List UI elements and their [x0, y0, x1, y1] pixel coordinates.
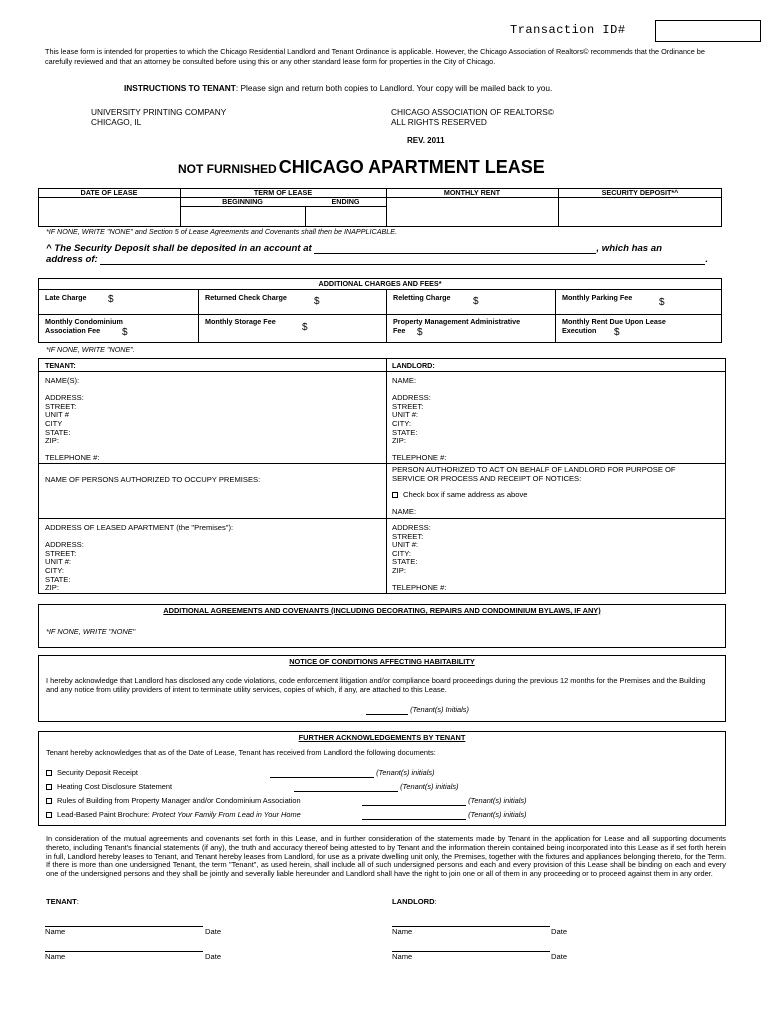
landlord2-date-label: Date: [551, 952, 568, 961]
tenant1-date-label: Date: [205, 927, 222, 936]
authorized-occupy-field[interactable]: [45, 486, 380, 514]
date-of-lease-field[interactable]: [40, 199, 178, 226]
page-title: [178, 157, 545, 178]
condo-fee-label: [45, 318, 123, 335]
ack-initials: [362, 797, 527, 806]
charges-header: ADDITIONAL CHARGES AND FEES*: [318, 279, 442, 288]
consideration-text: In consideration of the mutual agreements and covenants set forth in this Lease, and in further consideration of the statements made by Tenant in the application for Lease and all supporting documents thereto, including Tenant's financial statements (if any), the truth and accuracy thereof being attested to by Tenant and the information therein contained being incorporated into this Lease as if set forth herein in full, Landlord hereby leases to Tenant, and Tenant hereby leases from Landlord, for use as a private dwelling unit only, the Premises, together with the fixtures and appliances belonging thereto, for the Term. If there is more than one undersigned Tenant, the term "Tenant", as used herein, shall include all of such undersigned persons and each and every provision of this Lease shall be binding on each and every one of the undersigned persons and they shall be jointly and severally liable hereunder and Landlord shall have the right to join one or all of them in any proceeding or to proceed against them in any order.: [46, 834, 726, 879]
monthly-parking-field[interactable]: [669, 292, 720, 312]
same-address-checkbox[interactable]: [392, 492, 398, 498]
term-of-lease-header: TERM OF LEASE: [253, 188, 313, 197]
intro-text: This lease form is intended for properties to which the Chicago Residential Landlord and Tenant Ordinance is applicable. However, the Chicago Association of Realtors© recommends that the Ordinance be carefully reviewed and that an attorney be consulted before using this or any other standard lease form for properties in the City of Chicago.: [45, 47, 705, 66]
charges-note: *IF NONE, WRITE "NONE".: [46, 345, 135, 354]
ack-initials: [362, 811, 527, 820]
premises-street-label: STREET:: [45, 548, 77, 558]
printer-line2: CHICAGO, IL: [91, 117, 142, 127]
pm-fee-line1: Property Management Administrative: [393, 317, 521, 326]
tenant2-name-label: Name: [45, 952, 66, 961]
ack-initials-label: (Tenant(s) initials): [376, 768, 435, 777]
condo-fee-field[interactable]: [132, 317, 196, 341]
tenant-names-label: NAME(S):: [45, 376, 80, 385]
agent-address-label: ADDRESS:: [392, 523, 431, 532]
security-deposit-header: SECURITY DEPOSIT*^: [601, 188, 679, 197]
rent-due-dollar: $: [614, 327, 620, 338]
instructions-text: : Please sign and return both copies to Landlord. Your copy will be mailed back to you.: [235, 83, 553, 93]
ending-header: ENDING: [331, 197, 360, 206]
tenant-info: [45, 377, 99, 463]
agent-street-label: STREET:: [392, 531, 424, 541]
landlord-unit-label: UNIT #:: [392, 410, 419, 420]
title-main: CHICAGO APARTMENT LEASE: [278, 157, 545, 177]
landlord-signature-heading: [392, 898, 437, 907]
agreements-field[interactable]: [130, 618, 720, 645]
landlord-agent-line2: SERVICE OR PROCESS AND RECEIPT OF NOTICES:: [392, 473, 582, 483]
landlord-signature-label: LANDLORD: [392, 897, 435, 906]
late-charge-label: Late Charge: [45, 293, 87, 302]
reletting-field[interactable]: [483, 292, 553, 312]
tenant-address-label: ADDRESS:: [45, 393, 84, 403]
pm-fee-line2: Fee: [393, 325, 406, 335]
tenant1-signature-line[interactable]: [45, 926, 203, 927]
date-of-lease-header: DATE OF LEASE: [80, 188, 138, 197]
if-none-note: *IF NONE, WRITE "NONE" and Section 5 of Lease Agreements and Covenants shall then be INAPPLICABLE.: [46, 227, 398, 236]
reletting-label: Reletting Charge: [393, 293, 451, 302]
deposit-line-2: [46, 254, 708, 265]
ack-initials-field[interactable]: [362, 819, 466, 820]
tenant2-signature-line[interactable]: [45, 951, 203, 952]
agent-state-label: STATE:: [392, 557, 418, 567]
landlord-zip-label: ZIP:: [392, 436, 406, 446]
deposit-line-1: [46, 243, 662, 254]
ack-item[interactable]: [46, 769, 138, 778]
habitability-initials-label: (Tenant(s) Initials): [410, 705, 469, 714]
tenant-telephone-label: TELEPHONE #:: [45, 453, 100, 463]
revision: REV. 2011: [407, 136, 445, 145]
ack-initials-field[interactable]: [294, 791, 398, 792]
reletting-dollar: $: [473, 296, 479, 307]
pm-fee-field[interactable]: [427, 327, 553, 341]
tenant1-name-label: Name: [45, 927, 66, 936]
rent-due-line1: Monthly Rent Due Upon Lease: [562, 317, 666, 326]
tenant-street-label: STREET:: [45, 401, 77, 411]
ack-initials-label: (Tenant(s) initials): [468, 810, 527, 819]
landlord-agent-line1: PERSON AUTHORIZED TO ACT ON BEHALF OF LANDLORD FOR PURPOSE OF: [392, 465, 676, 474]
ack-initials-field[interactable]: [362, 805, 466, 806]
monthly-rent-field[interactable]: [388, 199, 556, 226]
agent-name-label: NAME:: [392, 507, 417, 516]
ack-label: Rules of Building from Property Manager and/or Condominium Association: [57, 796, 301, 805]
premises-state-label: STATE:: [45, 574, 71, 584]
security-deposit-field[interactable]: [560, 199, 720, 226]
ack-label: Lead-Based Paint Brochure:: [57, 810, 152, 819]
transaction-id-field[interactable]: [655, 20, 761, 42]
landlord-info-field[interactable]: [440, 374, 722, 460]
tenant-signature-colon: :: [76, 897, 79, 906]
authorized-occupy-label: NAME OF PERSONS AUTHORIZED TO OCCUPY PREMISES:: [45, 475, 261, 484]
rent-due-field[interactable]: [624, 327, 720, 341]
same-address-label: Check box if same address as above: [403, 490, 528, 499]
agreements-title: ADDITIONAL AGREEMENTS AND COVENANTS (INCLUDING DECORATING, REPAIRS AND CONDOMINIUM BYLAWS, IF ANY): [163, 606, 601, 615]
deposit-line2-text: address of:: [46, 254, 101, 265]
landlord1-date-label: Date: [551, 927, 568, 936]
ack-checkbox[interactable]: [46, 798, 52, 804]
agreements-note: *IF NONE, WRITE "NONE": [46, 627, 136, 636]
ack-initials: [294, 783, 459, 792]
storage-fee-label: Monthly Storage Fee: [205, 317, 276, 326]
late-charge-dollar: $: [108, 294, 114, 305]
ack-label: Security Deposit Receipt: [57, 768, 138, 777]
deposit-line2-end: .: [705, 254, 709, 265]
deposit-line1-text: ^ The Security Deposit shall be deposited in an account at: [46, 243, 315, 254]
ack-initials: [270, 769, 435, 778]
ack-initials-label: (Tenant(s) initials): [468, 796, 527, 805]
condo-fee-dollar: $: [122, 327, 128, 338]
deposit-line1-end: , which has an: [596, 243, 662, 254]
storage-fee-field[interactable]: [312, 317, 384, 341]
landlord-name-label: NAME:: [392, 376, 417, 385]
returned-check-field[interactable]: [324, 292, 384, 312]
ack-initials-field[interactable]: [270, 777, 374, 778]
beginning-header: BEGINNING: [222, 197, 263, 206]
ack-item[interactable]: [46, 797, 301, 806]
condo-fee-line2: Association Fee: [45, 325, 101, 335]
agent-city-label: CITY:: [392, 548, 411, 558]
tenant-info-field[interactable]: [100, 374, 380, 460]
printer-info: [91, 107, 226, 127]
association-line2: ALL RIGHTS RESERVED: [391, 117, 487, 127]
monthly-parking-label: Monthly Parking Fee: [562, 293, 633, 302]
premises-unit-label: UNIT #:: [45, 557, 72, 567]
landlord-signature-colon: :: [434, 897, 437, 906]
instructions: [124, 84, 552, 94]
tenant2-date-label: Date: [205, 952, 222, 961]
agent-info-field[interactable]: [440, 521, 722, 591]
landlord-agent-heading: [392, 466, 676, 483]
premises-zip-label: ZIP:: [45, 583, 59, 593]
returned-check-label: Returned Check Charge: [205, 293, 287, 302]
ack-checkbox[interactable]: [46, 784, 52, 790]
ending-field[interactable]: [307, 208, 384, 226]
premises-address-label: ADDRESS:: [45, 540, 84, 550]
landlord2-signature-line[interactable]: [392, 951, 550, 952]
returned-check-dollar: $: [314, 296, 320, 307]
premises-field[interactable]: [100, 540, 380, 590]
ack-item[interactable]: [46, 811, 301, 820]
bank-address-field[interactable]: [100, 264, 705, 265]
late-charge-field[interactable]: [118, 292, 196, 312]
habitability-text: I hereby acknowledge that Landlord has disclosed any code violations, code enforcement litigation and/or compliance board proceedings during the previous 12 months for the Premises and the Building and any notice from utility providers of intent to terminate utility services, copies of which, if any, are attached to this Lease.: [46, 676, 706, 694]
pm-fee-dollar: $: [417, 327, 423, 338]
landlord-address-label: ADDRESS:: [392, 393, 431, 403]
tenant-unit-label: UNIT #: [45, 410, 69, 420]
tenant-signature-heading: [46, 898, 79, 907]
landlord-header: LANDLORD:: [392, 361, 435, 370]
beginning-field[interactable]: [182, 208, 303, 226]
transaction-id-label: Transaction ID#: [510, 23, 626, 37]
tenant-header: TENANT:: [45, 361, 76, 370]
premises-city-label: CITY:: [45, 565, 64, 575]
ack-initials-label: (Tenant(s) initials): [400, 782, 459, 791]
rent-due-line2: Execution: [562, 325, 597, 335]
landlord1-signature-line[interactable]: [392, 926, 550, 927]
tenant-city-label: CITY: [45, 418, 63, 428]
ack-label: Heating Cost Disclosure Statement: [57, 782, 173, 791]
habitability-initials-row: [366, 706, 469, 715]
acknowledgements-intro: Tenant hereby acknowledges that as of the Date of Lease, Tenant has received from Landlord the following documents:: [46, 748, 436, 757]
ack-item[interactable]: [46, 783, 172, 792]
tenant-signature-label: TENANT: [46, 897, 77, 906]
agent-zip-label: ZIP:: [392, 565, 406, 575]
same-address-row[interactable]: [392, 491, 528, 500]
title-prefix: NOT FURNISHED: [178, 162, 277, 176]
ack-label-italic: Protect Your Family From Lead in Your Home: [151, 810, 301, 819]
printer-line1: UNIVERSITY PRINTING COMPANY: [91, 107, 227, 117]
association-info: [391, 107, 554, 127]
premises-heading: ADDRESS OF LEASED APARTMENT (the "Premises"):: [45, 523, 234, 532]
condo-fee-line1: Monthly Condominium: [45, 317, 123, 326]
agent-telephone-label: TELEPHONE #:: [392, 583, 447, 593]
habitability-title: NOTICE OF CONDITIONS AFFECTING HABITABILITY: [289, 657, 475, 666]
association-line1: CHICAGO ASSOCIATION OF REALTORS©: [391, 107, 554, 117]
landlord-state-label: STATE:: [392, 427, 418, 437]
ack-checkbox[interactable]: [46, 770, 52, 776]
tenant-zip-label: ZIP:: [45, 436, 59, 446]
agent-info: [392, 524, 446, 593]
landlord1-name-label: Name: [392, 927, 413, 936]
monthly-parking-dollar: $: [659, 297, 665, 308]
landlord2-name-label: Name: [392, 952, 413, 961]
landlord-telephone-label: TELEPHONE #:: [392, 453, 447, 463]
ack-checkbox[interactable]: [46, 812, 52, 818]
storage-fee-dollar: $: [302, 322, 308, 333]
landlord-city-label: CITY:: [392, 418, 411, 428]
instructions-label: INSTRUCTIONS TO TENANT: [124, 83, 236, 93]
landlord-info: [392, 377, 446, 463]
agent-unit-label: UNIT #:: [392, 540, 419, 550]
acknowledgements-title: FURTHER ACKNOWLEDGEMENTS BY TENANT: [298, 733, 466, 742]
habitability-initials-field[interactable]: [366, 714, 408, 715]
landlord-street-label: STREET:: [392, 401, 424, 411]
monthly-rent-header: MONTHLY RENT: [443, 188, 501, 197]
tenant-state-label: STATE:: [45, 427, 71, 437]
